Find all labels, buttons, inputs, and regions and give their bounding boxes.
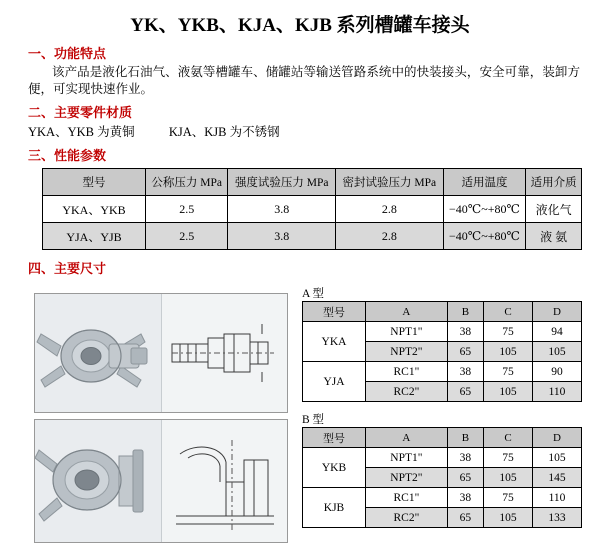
cell-a: RC1" (366, 362, 448, 382)
cell-strength-pressure: 3.8 (228, 223, 336, 250)
table-header-row (303, 302, 582, 322)
cell-b: 65 (447, 342, 483, 362)
page-title: YK、YKB、KJA、KJB 系列槽罐车接头 (130, 15, 470, 36)
table-row (303, 362, 582, 382)
cell-d: 133 (533, 508, 582, 528)
material-line (28, 123, 586, 141)
cell-d: 105 (533, 342, 582, 362)
cell-nominal-pressure: 2.5 (146, 196, 228, 223)
cell-d: 90 (533, 362, 582, 382)
table-header-row (303, 428, 582, 448)
section-heading-performance: 三、性能参数 (28, 148, 107, 163)
cell-c: 105 (484, 382, 533, 402)
type-a-table (302, 301, 582, 402)
product-image-b (34, 419, 288, 543)
cell-a: RC2" (366, 382, 448, 402)
cell-d: 110 (533, 382, 582, 402)
col-header-a: A (366, 428, 448, 448)
material-right: KJA、KJB 为不锈钢 (168, 125, 280, 139)
cell-d: 110 (533, 488, 582, 508)
cell-d: 94 (533, 322, 582, 342)
product-image-a (34, 293, 288, 413)
cell-model: YKA、YKB (43, 196, 146, 223)
col-header-d: D (533, 302, 582, 322)
cell-seal-pressure: 2.8 (336, 196, 444, 223)
features-text: 该产品是液化石油气、液氨等槽罐车、储罐站等输送管路系统中的快装接头，安全可靠，装卸方便，可实现快速作业。 (28, 65, 580, 96)
cell-d: 105 (533, 448, 582, 468)
spec-table (42, 168, 582, 250)
col-header-strength-pressure: 强度试验压力 MPa (228, 169, 336, 196)
col-header-b: B (447, 428, 483, 448)
cell-c: 105 (484, 508, 533, 528)
col-header-model: 型号 (303, 428, 366, 448)
cell-a: NPT1" (366, 322, 448, 342)
cell-c: 105 (484, 342, 533, 362)
table-row (303, 488, 582, 508)
col-header-medium: 适用介质 (526, 169, 582, 196)
type-a-label: A 型 (302, 288, 325, 300)
cell-model: KJB (303, 488, 366, 528)
cell-medium: 液 氨 (526, 223, 582, 250)
cell-temperature: −40℃~+80℃ (443, 223, 526, 250)
cell-a: NPT2" (366, 342, 448, 362)
col-header-seal-pressure: 密封试验压力 MPa (336, 169, 444, 196)
line-drawing-a (161, 294, 288, 412)
cell-b: 38 (447, 448, 483, 468)
section-heading-dimensions: 四、主要尺寸 (28, 261, 107, 276)
cell-a: NPT1" (366, 448, 448, 468)
cell-b: 65 (447, 468, 483, 488)
cell-c: 75 (484, 362, 533, 382)
cell-temperature: −40℃~+80℃ (443, 196, 526, 223)
col-header-model: 型号 (43, 169, 146, 196)
col-header-model: 型号 (303, 302, 366, 322)
table-header-row (43, 169, 582, 196)
table-row (43, 223, 582, 250)
cell-c: 75 (484, 322, 533, 342)
cell-a: RC1" (366, 488, 448, 508)
table-row (303, 448, 582, 468)
cell-model: YJA (303, 362, 366, 402)
cell-seal-pressure: 2.8 (336, 223, 444, 250)
col-header-b: B (447, 302, 483, 322)
cell-d: 145 (533, 468, 582, 488)
col-header-nominal-pressure: 公称压力 MPa (146, 169, 228, 196)
col-header-d: D (533, 428, 582, 448)
cell-b: 65 (447, 508, 483, 528)
cell-model: YKB (303, 448, 366, 488)
cell-model: YJA、YJB (43, 223, 146, 250)
col-header-temperature: 适用温度 (443, 169, 526, 196)
cell-b: 38 (447, 362, 483, 382)
cell-a: NPT2" (366, 468, 448, 488)
cell-b: 38 (447, 322, 483, 342)
table-row (43, 196, 582, 223)
col-header-a: A (366, 302, 448, 322)
section-heading-features: 一、功能特点 (28, 46, 107, 61)
cell-b: 38 (447, 488, 483, 508)
cell-nominal-pressure: 2.5 (146, 223, 228, 250)
cell-c: 75 (484, 448, 533, 468)
cell-medium: 液化气 (526, 196, 582, 223)
photo-coupling-a (35, 294, 161, 412)
cell-model: YKA (303, 322, 366, 362)
cell-strength-pressure: 3.8 (228, 196, 336, 223)
type-b-label: B 型 (302, 414, 325, 426)
material-left: YKA、YKB 为黄铜 (28, 125, 135, 139)
type-b-table (302, 427, 582, 528)
line-drawing-b (161, 420, 288, 542)
col-header-c: C (484, 428, 533, 448)
cell-c: 75 (484, 488, 533, 508)
col-header-c: C (484, 302, 533, 322)
cell-a: RC2" (366, 508, 448, 528)
photo-coupling-b (35, 420, 161, 542)
document-page (0, 10, 600, 526)
cell-b: 65 (447, 382, 483, 402)
cell-c: 105 (484, 468, 533, 488)
table-row (303, 322, 582, 342)
section-heading-material: 二、主要零件材质 (28, 105, 133, 120)
